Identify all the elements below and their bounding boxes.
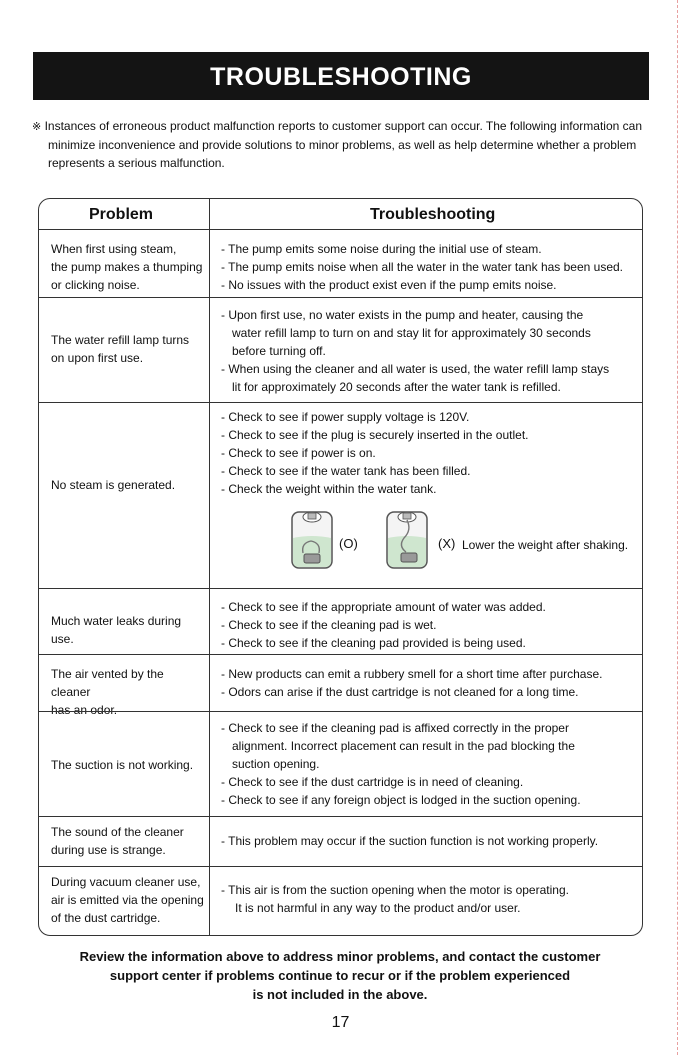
water-tank-illustration	[289, 508, 639, 576]
problem-cell: The water refill lamp turns on upon first use.	[51, 333, 190, 365]
tank-note: Lower the weight after shaking.	[462, 538, 629, 552]
header-troubleshooting: Troubleshooting	[370, 206, 496, 223]
table-row	[39, 297, 642, 403]
solution-cell: - This problem may occur if the suction function is not working properly.	[221, 834, 599, 848]
intro-line-3: represents a serious malfunction.	[48, 156, 225, 170]
page-title: TROUBLESHOOTING	[33, 52, 649, 100]
problem-cell: During vacuum cleaner use, air is emitted via the opening of the dust cartridge.	[51, 875, 204, 925]
tank-incorrect-icon	[384, 508, 430, 572]
problem-cell: When first using steam, the pump makes a thumping or clicking noise.	[51, 242, 203, 292]
solution-cell: - Check to see if the cleaning pad is affixed correctly in the proper alignment. Incorrect placement can result in the pad blocking the suction opening. - Check to see if the dust cartridge is in need of cleaning. - Check to see if any foreign object is lodged in the suction opening.	[221, 721, 581, 807]
problem-cell: The suction is not working.	[51, 758, 194, 772]
footer-note: Review the information above to address minor problems, and contact the customer support center if problems continue to recur or if the problem experienced is not included in the above.	[79, 949, 601, 1002]
tank-bad-label: (X)	[438, 536, 456, 551]
problem-cell: No steam is generated.	[51, 478, 176, 492]
table-row	[39, 654, 642, 717]
tank-ok-label: (O)	[339, 536, 358, 551]
header-problem: Problem	[89, 206, 154, 223]
problem-cell: The air vented by the cleaner has an odor.	[51, 667, 164, 717]
table-row	[39, 711, 642, 817]
table-row	[39, 816, 642, 867]
table-row	[39, 588, 642, 655]
intro-line-2: minimize inconvenience and provide solutions to minor problems, as well as help determine whether a problem	[48, 138, 637, 152]
page-cut-line	[677, 0, 678, 1055]
solution-cell: - New products can emit a rubbery smell for a short time after purchase. - Odors can arise if the dust cartridge is not cleaned for a long time.	[221, 667, 603, 699]
problem-cell: The sound of the cleaner during use is strange.	[51, 825, 184, 857]
intro-paragraph	[32, 117, 652, 172]
intro-line-1: Instances of erroneous product malfunction reports to customer support can occur. The following information can	[44, 119, 642, 133]
reference-mark: ※	[32, 121, 42, 133]
troubleshooting-table	[38, 198, 643, 936]
page-number: 17	[331, 1014, 350, 1031]
solution-cell: - Check to see if the appropriate amount of water was added. - Check to see if the cleaning pad is wet. - Check to see if the cleaning pad provided is being used.	[221, 600, 546, 650]
solution-cell: - The pump emits some noise during the initial use of steam. - The pump emits noise when all the water in the water tank has been used. - No issues with the product exist even if the pump emits noise.	[221, 242, 624, 292]
table-row	[39, 229, 642, 298]
tank-correct-icon	[289, 508, 335, 572]
problem-cell: Much water leaks during use.	[51, 614, 182, 646]
solution-cell: - Upon first use, no water exists in the pump and heater, causing the water refill lamp to turn on and stay lit for approximately 30 seconds before turning off. - When using the cleaner and all water is used, the water refill lamp stays lit for approximately 20 seconds after the water tank is refilled.	[221, 308, 610, 394]
table-row	[39, 866, 642, 936]
solution-cell: - Check to see if power supply voltage is 120V. - Check to see if the plug is securely inserted in the outlet. - Check to see if power is on. - Check to see if the water tank has been filled. - Check the weight within the water tank.	[221, 410, 529, 496]
solution-cell: - This air is from the suction opening when the motor is operating. It is not harmful in any way to the product and/or user.	[221, 883, 569, 915]
